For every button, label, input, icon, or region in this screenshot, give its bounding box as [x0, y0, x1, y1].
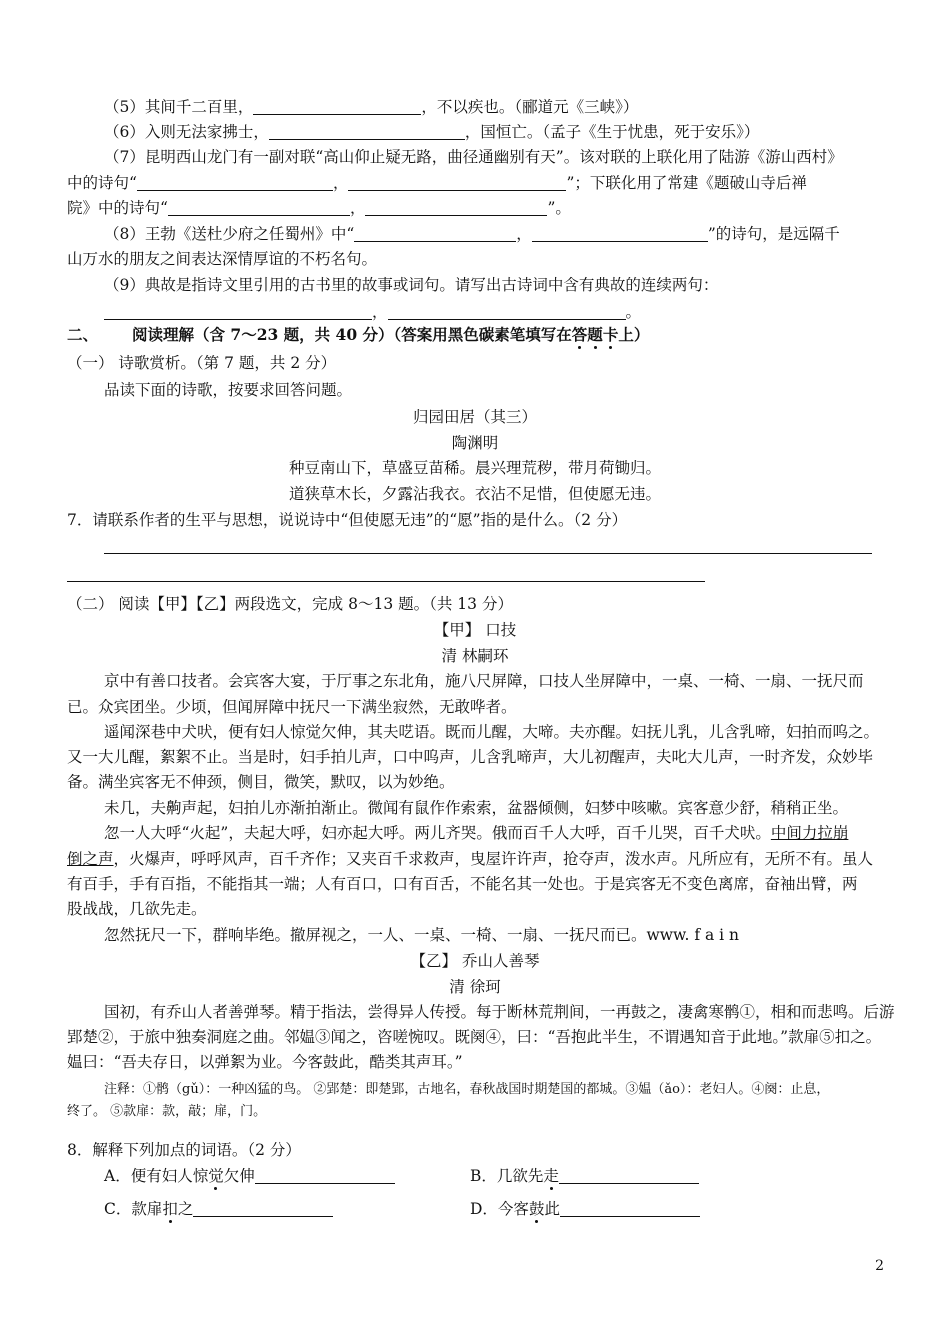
yi-paragraph-line: 媪曰：“吾夫存日，以弹絮为业。今客鼓此，酷类其声耳。”	[67, 1053, 463, 1071]
yi-title: 【乙】 乔山人善琴	[410, 952, 540, 970]
answer-blank[interactable]	[532, 225, 708, 242]
question-5: （5）其间千二百里， ，不以疾也。（郦道元《三峡》）	[104, 98, 639, 116]
jia-paragraph-line: 股战战，几欲先走。	[67, 900, 207, 918]
question-8-fill: （8）王勃《送杜少府之任蜀州》中“ ， ”的诗句，是远隔千	[104, 225, 840, 243]
jia-paragraph-line: 京中有善口技者。会宾客大宴，于厅事之东北角，施八尺屏障，口技人坐屏障中，一桌、一椅、一扇、一抚尺而	[104, 672, 864, 690]
answer-blank[interactable]	[348, 174, 566, 191]
jia-paragraph-line: 又一大儿醒，絮絮不止。当是时，妇手拍儿声，口中呜声，儿含乳啼声，大儿初醒声，夫叱大儿声，一时齐发，众妙毕	[67, 748, 874, 766]
jia-paragraph-line: 忽一人大呼“火起”，夫起大呼，妇亦起大呼。两儿齐哭。俄而百千人大呼，百千儿哭，百千犬吠。中间力拉崩	[104, 824, 849, 842]
part-2-heading: （二） 阅读【甲】【乙】两段选文，完成 8～13 题。（共 13 分）	[67, 595, 513, 613]
jia-paragraph-line: 有百手，手有百指，不能指其一端；人有百口，口有百舌，不能名其一处也。于是宾客无不变色离席，奋袖出臂，两	[67, 875, 858, 893]
answer-blank[interactable]	[560, 1200, 700, 1217]
answer-blank[interactable]	[255, 1167, 395, 1184]
answer-blank[interactable]	[253, 98, 421, 115]
poem-line-1: 种豆南山下，草盛豆苗稀。晨兴理荒秽，带月荷锄归。	[288, 459, 661, 477]
answer-line[interactable]	[104, 553, 872, 554]
jia-paragraph-line: 备。满坐宾客无不伸颈，侧目，微笑，默叹，以为妙绝。	[67, 773, 455, 791]
answer-blank[interactable]	[269, 123, 465, 140]
answer-blank[interactable]	[365, 199, 547, 216]
option-d: D．今客鼓此	[470, 1199, 700, 1219]
answer-blank[interactable]	[168, 199, 350, 216]
jia-paragraph-line: 忽然抚尺一下，群响毕绝。撤屏视之，一人、一桌、一椅、一扇、一抚尺而已。www. f a i n	[104, 926, 740, 944]
answer-blank[interactable]	[388, 303, 626, 320]
question-8-stem: 8．解释下列加点的词语。（2 分）	[67, 1141, 301, 1159]
poem-author: 陶渊明	[451, 434, 499, 452]
jia-paragraph-line: 倒之声，火爆声，呼呼风声，百千齐作；又夹百千求救声，曳屋许许声，抢夺声，泼水声。凡所应有，无所不有。虽人	[67, 850, 874, 868]
question-9-line2: ， 。	[104, 302, 641, 322]
question-8-fill-line2: 山万水的朋友之间表达深情厚谊的不朽名句。	[67, 250, 378, 268]
poem-line-2: 道狭草木长，夕露沾我衣。衣沾不足惜，但使愿无违。	[288, 485, 661, 503]
option-a: A．便有妇人惊觉欠伸	[104, 1166, 395, 1186]
question-7-line1: （7）昆明西山龙门有一副对联“高山仰止疑无路，曲径通幽别有天”。该对联的上联化用了陆游《游山西村》	[104, 148, 843, 166]
notes-line: 注释：①鹘（gǔ）：一种凶猛的鸟。 ②郢楚：即楚郢，古地名，春秋战国时期楚国的都城。③媪（ǎo）：老妇人。④阕：止息，	[104, 1082, 830, 1097]
answer-blank[interactable]	[354, 225, 516, 242]
jia-paragraph-line: 已。众宾团坐。少顷，但闻屏障中抚尺一下满坐寂然，无敢哗者。	[67, 698, 517, 716]
answer-blank[interactable]	[104, 303, 372, 320]
underlined-phrase: 中间力拉崩	[770, 824, 849, 842]
question-7-line3: 院》中的诗句“ ， ”。	[67, 199, 571, 217]
question-9-line1: （9）典故是指诗文里引用的古书里的故事或词句。请写出古诗词中含有典故的连续两句：	[104, 276, 719, 294]
part-1-heading: （一） 诗歌赏析。（第 7 题，共 2 分）	[67, 354, 337, 372]
jia-title: 【甲】 口技	[433, 621, 517, 639]
question-7: 7．请联系作者的生平与思想，说说诗中“但使愿无违”的“愿”指的是什么。（2 分）	[67, 511, 628, 529]
option-c: C．款扉扣之	[104, 1199, 333, 1219]
jia-author: 清 林嗣环	[441, 647, 509, 665]
answer-line[interactable]	[67, 581, 705, 582]
question-6: （6）入则无法家拂士， ，国恒亡。（孟子《生于忧患，死于安乐》）	[104, 123, 760, 141]
answer-blank[interactable]	[559, 1167, 699, 1184]
part-1-intro: 品读下面的诗歌，按要求回答问题。	[104, 381, 353, 399]
yi-author: 清 徐珂	[449, 978, 501, 996]
yi-paragraph-line: 国初，有乔山人者善弹琴。精于指法，尝得异人传授。每于断林荒荆间，一再鼓之，凄禽寒鹘①，相和而悲鸣。后游	[104, 1003, 895, 1021]
poem-title: 归园田居（其三）	[412, 408, 537, 426]
underlined-phrase: 倒之声	[67, 850, 114, 868]
yi-paragraph-line: 郢楚②，于旅中独奏洞庭之曲。邻媪③闻之，咨嗟惋叹。既阕④，曰：“吾抱此半生，不谓遇知音于此地。”款扉⑤扣之。	[67, 1028, 882, 1046]
answer-blank[interactable]	[193, 1200, 333, 1217]
option-b: B．几欲先走	[470, 1166, 699, 1186]
section-2-heading: 二、 阅读理解（含 7～23 题，共 40 分）（答案用黑色碳素笔填写在答题卡上）	[67, 325, 650, 344]
page-number: 2	[875, 1258, 884, 1274]
notes-line: 终了。 ⑤款扉：款，敲；扉，门。	[67, 1104, 267, 1119]
answer-blank[interactable]	[137, 174, 333, 191]
jia-paragraph-line: 未几，夫齁声起，妇拍儿亦渐拍渐止。微闻有鼠作作索索，盆器倾侧，妇梦中咳嗽。宾客意少舒，稍稍正坐。	[104, 799, 849, 817]
question-7-line2: 中的诗句“ ， ”；下联化用了常建《题破山寺后禅	[67, 174, 807, 192]
jia-paragraph-line: 遥闻深巷中犬吠，便有妇人惊觉欠伸，其夫呓语。既而儿醒，大啼。夫亦醒。妇抚儿乳，儿含乳啼，妇拍而呜之。	[104, 723, 880, 741]
